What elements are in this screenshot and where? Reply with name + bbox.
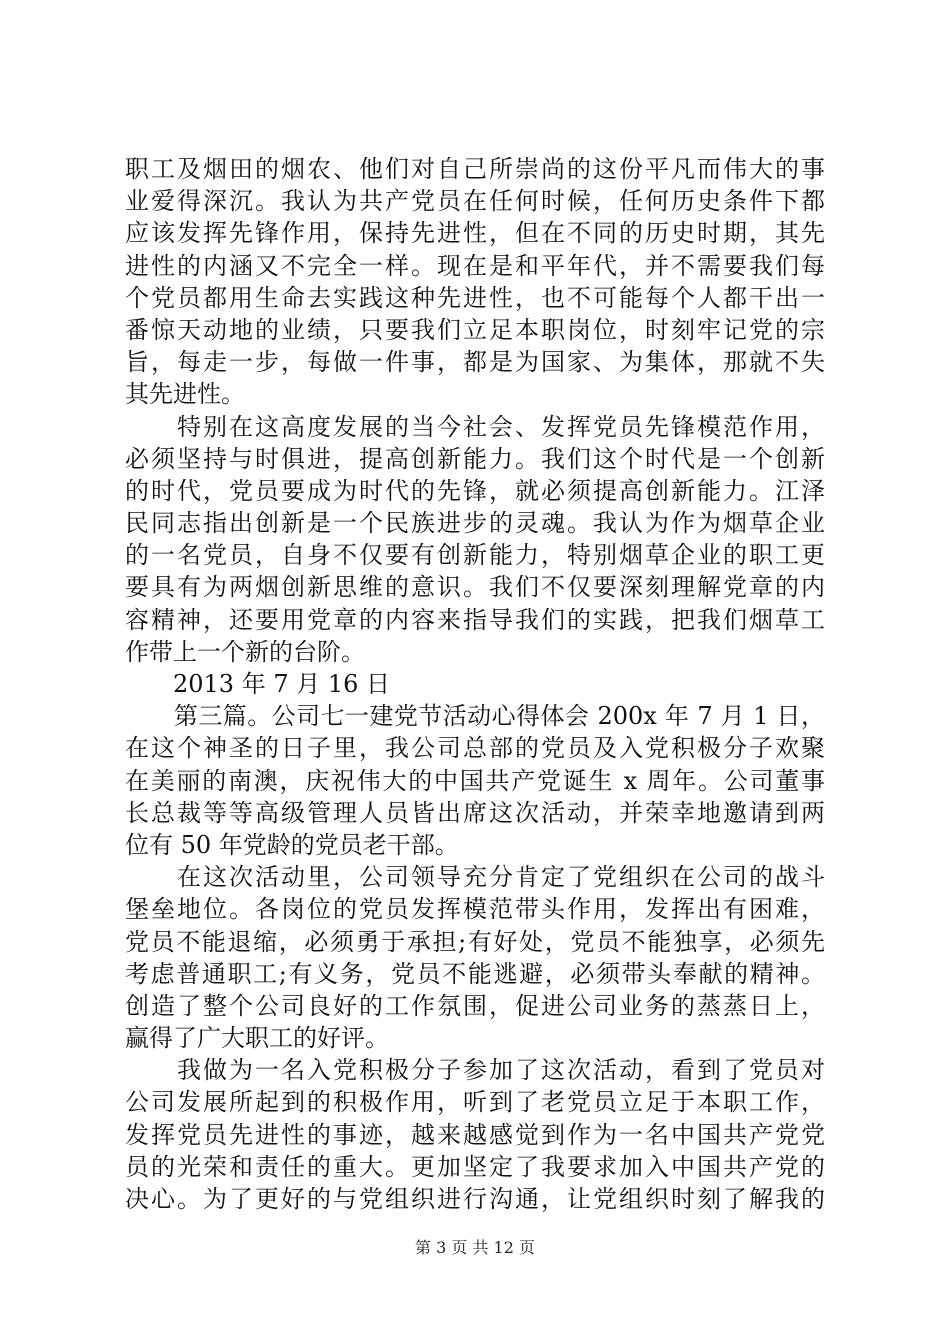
- text-line: 的时代，党员要成为时代的先锋，就必须提高创新能力。江泽: [125, 476, 825, 505]
- text-line: 我做为一名入党积极分子参加了这次活动，看到了党员对: [125, 1056, 825, 1085]
- text-line: 应该发挥先锋作用，保持先进性，但在不同的历史时期，其先: [125, 219, 825, 248]
- text-line: 在这次活动里，公司领导充分肯定了党组织在公司的战斗: [125, 863, 825, 892]
- text-line: 民同志指出创新是一个民族进步的灵魂。我认为作为烟草企业: [125, 509, 825, 538]
- text-line: 旨，每走一步，每做一件事，都是为国家、为集体，那就不失: [125, 348, 825, 377]
- text-line: 创造了整个公司良好的工作氛围，促进公司业务的蒸蒸日上，: [125, 991, 825, 1020]
- text-line: 业爱得深沉。我认为共产党员在任何时候，任何历史条件下都: [125, 187, 825, 216]
- text-line: 番惊天动地的业绩，只要我们立足本职岗位，时刻牢记党的宗: [125, 315, 825, 344]
- text-line: 发挥党员先进性的事迹，越来越感觉到作为一名中国共产党党: [125, 1120, 825, 1149]
- text-line: 要具有为两烟创新思维的意识。我们不仅要深刻理解党章的内: [125, 573, 825, 602]
- text-line: 决心。为了更好的与党组织进行沟通，让党组织时刻了解我的: [125, 1185, 825, 1213]
- text-line: 在这个神圣的日子里，我公司总部的党员及入党积极分子欢聚: [125, 734, 825, 763]
- page-footer: 第 3 页 共 12 页: [415, 1238, 535, 1257]
- text-line: 个党员都用生命去实践这种先进性，也不可能每个人都干出一: [125, 283, 825, 312]
- text-line: 进性的内涵又不完全一样。现在是和平年代，并不需要我们每: [125, 251, 825, 280]
- text-line: 位有 50 年党龄的党员老干部。: [125, 830, 459, 859]
- text-line: 容精神，还要用党章的内容来指导我们的实践，把我们烟草工: [125, 605, 825, 634]
- text-line: 考虑普通职工;有义务，党员不能逃避，必须带头奉献的精神。: [125, 959, 825, 988]
- text-line: 特别在这高度发展的当今社会、发挥党员先锋模范作用，: [125, 412, 825, 441]
- text-line: 堡垒地位。各岗位的党员发挥模范带头作用，发挥出有困难，: [125, 895, 825, 924]
- text-line: 其先进性。: [125, 380, 245, 409]
- text-line: 2013 年 7 月 16 日: [125, 670, 391, 698]
- text-line: 赢得了广大职工的好评。: [125, 1024, 389, 1053]
- text-line: 长总裁等等高级管理人员皆出席这次活动，并荣幸地邀请到两: [125, 798, 825, 827]
- text-line: 公司发展所起到的积极作用，听到了老党员立足于本职工作，: [125, 1088, 825, 1117]
- text-line: 第三篇。公司七一建党节活动心得体会 200x 年 7 月 1 日，: [125, 702, 825, 731]
- text-line: 的一名党员，自身不仅要有创新能力，特别烟草企业的职工更: [125, 541, 825, 570]
- text-line: 作带上一个新的台阶。: [125, 637, 365, 666]
- text-line: 在美丽的南澳，庆祝伟大的中国共产党诞生 x 周年。公司董事: [125, 766, 825, 795]
- text-line: 员的光荣和责任的重大。更加坚定了我要求加入中国共产党的: [125, 1152, 825, 1181]
- text-line: 党员不能退缩，必须勇于承担;有好处，党员不能独享，必须先: [125, 927, 825, 956]
- text-line: 必须坚持与时俱进，提高创新能力。我们这个时代是一个创新: [125, 444, 825, 473]
- text-line: 职工及烟田的烟农、他们对自己所崇尚的这份平凡而伟大的事: [125, 155, 825, 183]
- document-body: [125, 153, 825, 1215]
